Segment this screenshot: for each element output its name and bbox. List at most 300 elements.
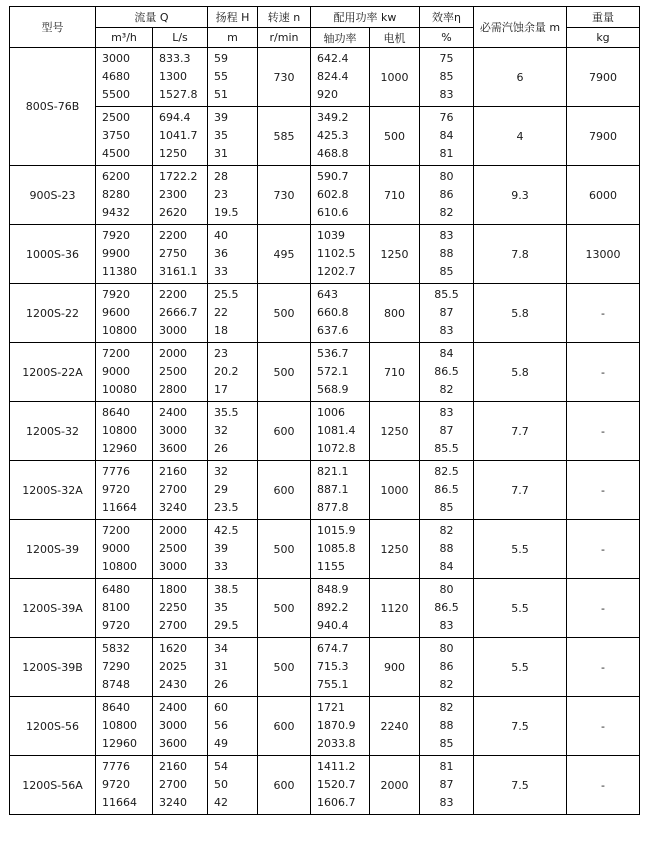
head-cell: [208, 579, 258, 638]
efficiency-cell-value: 88: [439, 542, 454, 555]
flow-m3h-cell-value: 9720: [102, 483, 130, 496]
npsh-cell: 5.5: [474, 579, 567, 638]
shaft-power-cell-value: 1870.9: [317, 719, 356, 732]
head-cell-value: 51: [214, 88, 228, 101]
model-cell: 1200S-22: [10, 284, 96, 343]
head-cell-value: 40: [214, 229, 228, 242]
flow-m3h-cell-value: 4500: [102, 147, 130, 160]
flow-ls-cell: [153, 756, 208, 815]
flow-m3h-cell: [96, 756, 153, 815]
flow-ls-cell-value: 2000: [159, 524, 187, 537]
flow-m3h-cell-value: 3000: [102, 52, 130, 65]
flow-ls-cell: [153, 343, 208, 402]
weight-cell: -: [567, 343, 640, 402]
head-cell: [208, 638, 258, 697]
flow-ls-cell-value: 2500: [159, 542, 187, 555]
flow-m3h-cell: [96, 697, 153, 756]
weight-cell: 6000: [567, 166, 640, 225]
head-cell-value: 31: [214, 147, 228, 160]
shaft-power-cell-value: 821.1: [317, 465, 349, 478]
flow-ls-cell: [153, 461, 208, 520]
efficiency-cell: [420, 107, 474, 166]
efficiency-cell-value: 86: [439, 188, 454, 201]
flow-m3h-cell: [96, 402, 153, 461]
flow-m3h-cell: [96, 520, 153, 579]
weight-cell: -: [567, 520, 640, 579]
shaft-power-cell-value: 660.8: [317, 306, 349, 319]
head-cell-value: 50: [214, 778, 228, 791]
shaft-power-cell-value: 1721: [317, 701, 345, 714]
model-cell: 1200S-56: [10, 697, 96, 756]
shaft-power-cell-value: 1202.7: [317, 265, 356, 278]
weight-cell: 7900: [567, 107, 640, 166]
flow-ls-cell-value: 3240: [159, 501, 187, 514]
speed-cell: 600: [258, 697, 311, 756]
efficiency-cell-value: 83: [439, 619, 454, 632]
head-cell: [208, 284, 258, 343]
flow-ls-cell: [153, 107, 208, 166]
header-flow: 流量 Q: [96, 7, 208, 28]
head-cell: [208, 343, 258, 402]
efficiency-cell: [420, 166, 474, 225]
npsh-cell: 7.7: [474, 402, 567, 461]
header-efficiency: 效率η: [420, 7, 474, 28]
head-cell: [208, 107, 258, 166]
model-cell: 1200S-32: [10, 402, 96, 461]
flow-ls-cell-value: 1800: [159, 583, 187, 596]
flow-m3h-cell-value: 10800: [102, 424, 137, 437]
flow-m3h-cell: [96, 48, 153, 107]
header-motor: 电机: [370, 28, 420, 48]
weight-cell: -: [567, 402, 640, 461]
motor-cell: 1120: [370, 579, 420, 638]
flow-ls-cell-value: 3000: [159, 560, 187, 573]
head-cell-value: 60: [214, 701, 228, 714]
head-cell-value: 17: [214, 383, 228, 396]
efficiency-cell-value: 87: [439, 306, 454, 319]
efficiency-cell: [420, 402, 474, 461]
header-head: 扬程 H: [208, 7, 258, 28]
motor-cell: 500: [370, 107, 420, 166]
shaft-power-cell-value: 642.4: [317, 52, 349, 65]
efficiency-cell: [420, 48, 474, 107]
flow-ls-cell-value: 1041.7: [159, 129, 198, 142]
flow-ls-cell-value: 2025: [159, 660, 187, 673]
speed-cell: 600: [258, 402, 311, 461]
flow-m3h-cell-value: 9000: [102, 365, 130, 378]
efficiency-cell-value: 88: [439, 719, 454, 732]
flow-m3h-cell-value: 7290: [102, 660, 130, 673]
model-cell: 1200S-39B: [10, 638, 96, 697]
shaft-power-cell: [311, 697, 370, 756]
motor-cell: 1250: [370, 225, 420, 284]
efficiency-cell-value: 83: [439, 88, 454, 101]
head-cell-value: 23: [214, 347, 228, 360]
shaft-power-cell-value: 1155: [317, 560, 345, 573]
head-cell-value: 31: [214, 660, 228, 673]
table-row: [10, 284, 640, 343]
efficiency-cell: [420, 461, 474, 520]
efficiency-cell-value: 87: [439, 424, 454, 437]
head-cell-value: 42.5: [214, 524, 239, 537]
motor-cell: 2000: [370, 756, 420, 815]
flow-ls-cell-value: 2750: [159, 247, 187, 260]
shaft-power-cell-value: 643: [317, 288, 338, 301]
flow-ls-cell: [153, 520, 208, 579]
header-speed-unit: r/min: [258, 28, 311, 48]
efficiency-cell-value: 82: [439, 383, 454, 396]
flow-m3h-cell-value: 9720: [102, 778, 130, 791]
flow-ls-cell-value: 3600: [159, 737, 187, 750]
efficiency-cell-value: 83: [439, 796, 454, 809]
shaft-power-cell-value: 602.8: [317, 188, 349, 201]
flow-ls-cell-value: 2160: [159, 465, 187, 478]
efficiency-cell-value: 76: [439, 111, 454, 124]
efficiency-cell: [420, 284, 474, 343]
shaft-power-cell-value: 1072.8: [317, 442, 356, 455]
header-flow-m3h: m³/h: [96, 28, 153, 48]
speed-cell: 500: [258, 520, 311, 579]
flow-m3h-cell-value: 8640: [102, 701, 130, 714]
flow-m3h-cell-value: 10800: [102, 560, 137, 573]
flow-ls-cell: [153, 166, 208, 225]
flow-m3h-cell-value: 6480: [102, 583, 130, 596]
efficiency-cell-value: 80: [439, 642, 454, 655]
flow-ls-cell: [153, 225, 208, 284]
shaft-power-cell: [311, 638, 370, 697]
flow-ls-cell-value: 2300: [159, 188, 187, 201]
shaft-power-cell-value: 824.4: [317, 70, 349, 83]
speed-cell: 585: [258, 107, 311, 166]
shaft-power-cell: [311, 343, 370, 402]
header-shaft-power: 轴功率: [311, 28, 370, 48]
head-cell-value: 35.5: [214, 406, 239, 419]
header-npsh: 必需汽蚀余量 m: [474, 7, 567, 48]
efficiency-cell-value: 85: [439, 265, 454, 278]
motor-cell: 800: [370, 284, 420, 343]
shaft-power-cell: [311, 402, 370, 461]
model-cell: 1200S-39A: [10, 579, 96, 638]
weight-cell: -: [567, 461, 640, 520]
shaft-power-cell-value: 674.7: [317, 642, 349, 655]
head-cell-value: 32: [214, 424, 228, 437]
header-eff-unit: %: [420, 28, 474, 48]
flow-m3h-cell-value: 9900: [102, 247, 130, 260]
model-cell: 1200S-22A: [10, 343, 96, 402]
motor-cell: 710: [370, 166, 420, 225]
shaft-power-cell-value: 637.6: [317, 324, 349, 337]
flow-m3h-cell-value: 7920: [102, 288, 130, 301]
speed-cell: 500: [258, 343, 311, 402]
flow-ls-cell-value: 3000: [159, 324, 187, 337]
head-cell-value: 34: [214, 642, 228, 655]
shaft-power-cell-value: 1085.8: [317, 542, 356, 555]
speed-cell: 500: [258, 284, 311, 343]
efficiency-cell-value: 86.5: [434, 365, 459, 378]
flow-m3h-cell-value: 9432: [102, 206, 130, 219]
motor-cell: 1000: [370, 461, 420, 520]
efficiency-cell: [420, 756, 474, 815]
flow-ls-cell: [153, 402, 208, 461]
efficiency-cell-value: 81: [439, 147, 454, 160]
flow-m3h-cell: [96, 166, 153, 225]
flow-ls-cell-value: 2700: [159, 778, 187, 791]
speed-cell: 730: [258, 48, 311, 107]
efficiency-cell: [420, 638, 474, 697]
flow-m3h-cell-value: 11380: [102, 265, 137, 278]
shaft-power-cell: [311, 48, 370, 107]
shaft-power-cell: [311, 461, 370, 520]
speed-cell: 495: [258, 225, 311, 284]
model-cell: 1200S-56A: [10, 756, 96, 815]
header-weight: 重量: [567, 7, 640, 28]
flow-ls-cell-value: 2620: [159, 206, 187, 219]
efficiency-cell-value: 86: [439, 660, 454, 673]
flow-m3h-cell-value: 5832: [102, 642, 130, 655]
motor-cell: 1250: [370, 402, 420, 461]
efficiency-cell-value: 85.5: [434, 442, 459, 455]
npsh-cell: 5.8: [474, 343, 567, 402]
shaft-power-cell-value: 877.8: [317, 501, 349, 514]
efficiency-cell: [420, 225, 474, 284]
flow-ls-cell-value: 2250: [159, 601, 187, 614]
shaft-power-cell-value: 892.2: [317, 601, 349, 614]
weight-cell: -: [567, 638, 640, 697]
speed-cell: 500: [258, 579, 311, 638]
shaft-power-cell-value: 468.8: [317, 147, 349, 160]
head-cell-value: 23.5: [214, 501, 239, 514]
flow-ls-cell-value: 2160: [159, 760, 187, 773]
table-row: [10, 756, 640, 815]
efficiency-cell-value: 82: [439, 701, 454, 714]
flow-m3h-cell-value: 10800: [102, 719, 137, 732]
flow-ls-cell-value: 833.3: [159, 52, 191, 65]
shaft-power-cell: [311, 520, 370, 579]
shaft-power-cell-value: 1081.4: [317, 424, 356, 437]
efficiency-cell-value: 88: [439, 247, 454, 260]
speed-cell: 600: [258, 756, 311, 815]
table-row: [10, 520, 640, 579]
header-flow-ls: L/s: [153, 28, 208, 48]
weight-cell: 7900: [567, 48, 640, 107]
head-cell-value: 49: [214, 737, 228, 750]
npsh-cell: 9.3: [474, 166, 567, 225]
flow-m3h-cell-value: 8100: [102, 601, 130, 614]
shaft-power-cell-value: 349.2: [317, 111, 349, 124]
table-row: [10, 48, 640, 107]
head-cell: [208, 461, 258, 520]
table-row: [10, 166, 640, 225]
motor-cell: 1250: [370, 520, 420, 579]
flow-m3h-cell-value: 10080: [102, 383, 137, 396]
flow-ls-cell-value: 1722.2: [159, 170, 198, 183]
flow-m3h-cell-value: 8280: [102, 188, 130, 201]
head-cell-value: 35: [214, 601, 228, 614]
head-cell-value: 26: [214, 442, 228, 455]
flow-m3h-cell-value: 9600: [102, 306, 130, 319]
header-row-main: [10, 7, 640, 28]
flow-ls-cell-value: 694.4: [159, 111, 191, 124]
shaft-power-cell-value: 715.3: [317, 660, 349, 673]
shaft-power-cell: [311, 225, 370, 284]
table-row: [10, 461, 640, 520]
shaft-power-cell: [311, 579, 370, 638]
flow-m3h-cell: [96, 225, 153, 284]
flow-m3h-cell: [96, 343, 153, 402]
flow-m3h-cell-value: 7200: [102, 347, 130, 360]
flow-ls-cell-value: 1250: [159, 147, 187, 160]
head-cell: [208, 225, 258, 284]
shaft-power-cell-value: 1006: [317, 406, 345, 419]
flow-ls-cell-value: 3000: [159, 719, 187, 732]
flow-ls-cell-value: 2000: [159, 347, 187, 360]
efficiency-cell-value: 82: [439, 524, 454, 537]
npsh-cell: 7.8: [474, 225, 567, 284]
shaft-power-cell-value: 568.9: [317, 383, 349, 396]
flow-ls-cell-value: 2200: [159, 229, 187, 242]
flow-m3h-cell: [96, 579, 153, 638]
npsh-cell: 4: [474, 107, 567, 166]
head-cell: [208, 166, 258, 225]
shaft-power-cell: [311, 756, 370, 815]
head-cell-value: 55: [214, 70, 228, 83]
flow-m3h-cell-value: 4680: [102, 70, 130, 83]
head-cell-value: 56: [214, 719, 228, 732]
table-row: [10, 402, 640, 461]
shaft-power-cell: [311, 107, 370, 166]
flow-ls-cell-value: 3161.1: [159, 265, 198, 278]
table-row: [10, 107, 640, 166]
shaft-power-cell-value: 1102.5: [317, 247, 356, 260]
shaft-power-cell-value: 755.1: [317, 678, 349, 691]
flow-ls-cell-value: 1620: [159, 642, 187, 655]
head-cell-value: 54: [214, 760, 228, 773]
table-row: [10, 697, 640, 756]
head-cell-value: 36: [214, 247, 228, 260]
head-cell-value: 18: [214, 324, 228, 337]
efficiency-cell-value: 83: [439, 406, 454, 419]
head-cell-value: 39: [214, 111, 228, 124]
flow-m3h-cell-value: 7776: [102, 760, 130, 773]
efficiency-cell-value: 75: [439, 52, 454, 65]
flow-ls-cell: [153, 638, 208, 697]
flow-m3h-cell-value: 12960: [102, 737, 137, 750]
motor-cell: 2240: [370, 697, 420, 756]
weight-cell: 13000: [567, 225, 640, 284]
flow-m3h-cell: [96, 107, 153, 166]
head-cell-value: 59: [214, 52, 228, 65]
npsh-cell: 5.5: [474, 520, 567, 579]
flow-ls-cell: [153, 579, 208, 638]
flow-m3h-cell-value: 8748: [102, 678, 130, 691]
head-cell-value: 32: [214, 465, 228, 478]
flow-m3h-cell-value: 7920: [102, 229, 130, 242]
shaft-power-cell-value: 425.3: [317, 129, 349, 142]
header-model: 型号: [10, 7, 96, 48]
head-cell: [208, 756, 258, 815]
flow-ls-cell-value: 1300: [159, 70, 187, 83]
head-cell-value: 33: [214, 265, 228, 278]
shaft-power-cell-value: 610.6: [317, 206, 349, 219]
flow-m3h-cell-value: 7776: [102, 465, 130, 478]
flow-m3h-cell-value: 10800: [102, 324, 137, 337]
efficiency-cell-value: 83: [439, 229, 454, 242]
table-row: [10, 225, 640, 284]
header-weight-unit: kg: [567, 28, 640, 48]
flow-m3h-cell-value: 9720: [102, 619, 130, 632]
flow-ls-cell-value: 1527.8: [159, 88, 198, 101]
npsh-cell: 5.8: [474, 284, 567, 343]
npsh-cell: 6: [474, 48, 567, 107]
head-cell-value: 38.5: [214, 583, 239, 596]
flow-ls-cell-value: 2200: [159, 288, 187, 301]
weight-cell: -: [567, 579, 640, 638]
efficiency-cell-value: 85: [439, 70, 454, 83]
table-row: [10, 638, 640, 697]
table-row: [10, 343, 640, 402]
flow-ls-cell-value: 2430: [159, 678, 187, 691]
npsh-cell: 7.5: [474, 697, 567, 756]
flow-m3h-cell-value: 12960: [102, 442, 137, 455]
efficiency-cell-value: 82: [439, 206, 454, 219]
efficiency-cell-value: 84: [439, 560, 454, 573]
speed-cell: 500: [258, 638, 311, 697]
efficiency-cell-value: 80: [439, 170, 454, 183]
head-cell: [208, 48, 258, 107]
motor-cell: 900: [370, 638, 420, 697]
model-cell: 800S-76B: [10, 48, 96, 166]
flow-m3h-cell-value: 7200: [102, 524, 130, 537]
head-cell-value: 26: [214, 678, 228, 691]
flow-ls-cell-value: 2400: [159, 406, 187, 419]
weight-cell: -: [567, 284, 640, 343]
head-cell-value: 29: [214, 483, 228, 496]
efficiency-cell-value: 82: [439, 678, 454, 691]
shaft-power-cell-value: 572.1: [317, 365, 349, 378]
head-cell-value: 23: [214, 188, 228, 201]
head-cell: [208, 520, 258, 579]
efficiency-cell-value: 85: [439, 501, 454, 514]
weight-cell: -: [567, 756, 640, 815]
head-cell-value: 42: [214, 796, 228, 809]
speed-cell: 600: [258, 461, 311, 520]
flow-ls-cell-value: 2400: [159, 701, 187, 714]
shaft-power-cell-value: 590.7: [317, 170, 349, 183]
flow-ls-cell-value: 3000: [159, 424, 187, 437]
header-head-unit: m: [208, 28, 258, 48]
head-cell-value: 29.5: [214, 619, 239, 632]
npsh-cell: 7.7: [474, 461, 567, 520]
head-cell-value: 19.5: [214, 206, 239, 219]
npsh-cell: 7.5: [474, 756, 567, 815]
model-cell: 1200S-32A: [10, 461, 96, 520]
shaft-power-cell-value: 1411.2: [317, 760, 356, 773]
flow-ls-cell: [153, 284, 208, 343]
flow-m3h-cell: [96, 284, 153, 343]
efficiency-cell-value: 86.5: [434, 601, 459, 614]
table-body: [10, 48, 640, 815]
model-cell: 900S-23: [10, 166, 96, 225]
efficiency-cell-value: 82.5: [434, 465, 459, 478]
pump-spec-table: [9, 6, 640, 815]
shaft-power-cell-value: 2033.8: [317, 737, 356, 750]
flow-ls-cell-value: 2700: [159, 483, 187, 496]
shaft-power-cell-value: 848.9: [317, 583, 349, 596]
flow-m3h-cell-value: 3750: [102, 129, 130, 142]
head-cell-value: 28: [214, 170, 228, 183]
efficiency-cell-value: 81: [439, 760, 454, 773]
flow-m3h-cell-value: 2500: [102, 111, 130, 124]
